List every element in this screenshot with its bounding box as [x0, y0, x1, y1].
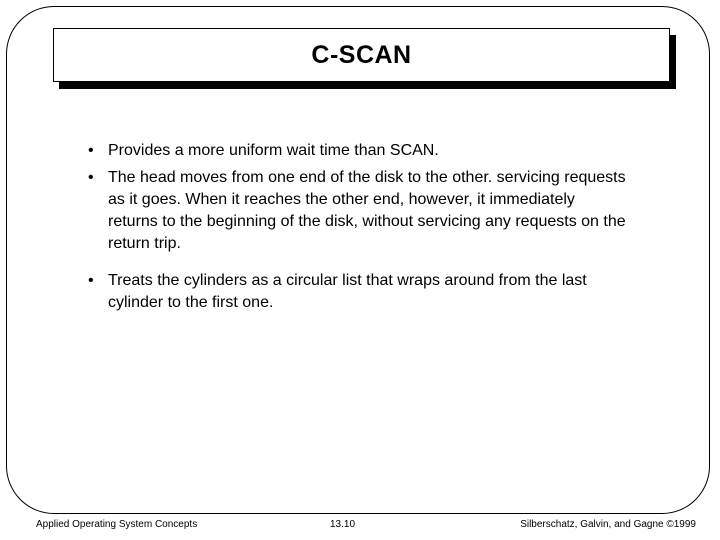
footer-left: Applied Operating System Concepts: [36, 519, 198, 530]
bullet-text: The head moves from one end of the disk to the other. servicing requests as it goes. When it reaches the other end, however, it immediately returns to the beginning of the disk, without servicing any requests on the return trip.: [108, 169, 626, 252]
bullet-list: [88, 140, 628, 314]
footer-page-number: 13.10: [330, 519, 356, 530]
bullet-icon: •: [88, 169, 94, 186]
title-box: [53, 28, 670, 82]
bullet-text: Provides a more uniform wait time than SCAN.: [108, 142, 439, 159]
bullet-icon: •: [88, 272, 94, 289]
bullet-item: [88, 270, 628, 314]
bullet-item: [88, 167, 628, 255]
bullet-item: [88, 140, 628, 162]
bullet-icon: •: [88, 142, 94, 159]
footer-right: Silberschatz, Galvin, and Gagne ©1999: [520, 519, 696, 530]
bullet-text: Treats the cylinders as a circular list that wraps around from the last cylinder to the first one.: [108, 272, 587, 311]
slide-title: C-SCAN: [311, 40, 412, 69]
